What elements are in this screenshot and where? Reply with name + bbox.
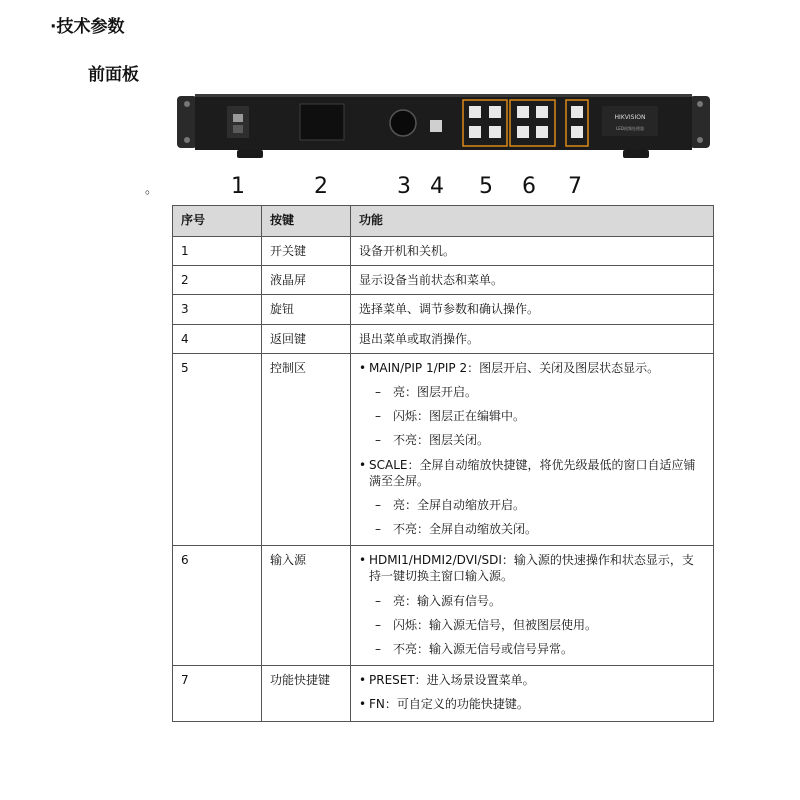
bullet-item: • PRESET：进入场景设置菜单。: [359, 672, 705, 688]
callout-4: 4: [430, 174, 444, 199]
header-key: 按键: [262, 206, 351, 237]
cell-function: 退出菜单或取消操作。: [351, 324, 714, 353]
dash-item: – 不亮：图层关闭。: [375, 433, 490, 448]
dash-item: – 闪烁：输入源无信号，但被图层使用。: [375, 617, 598, 632]
rotary-knob-icon: [390, 110, 416, 136]
cell-function: [351, 353, 714, 546]
bullet-item: • HDMI1/HDMI2/DVI/SDI：输入源的快速操作和状态显示，支持一键切换主窗口输入源。: [359, 552, 705, 584]
dash-item: – 不亮：输入源无信号或信号异常。: [375, 642, 574, 656]
cell-key: 液晶屏: [262, 266, 351, 295]
dash-item: – 亮：全屏自动缩放开启。: [375, 497, 526, 512]
table-row: [173, 353, 714, 546]
cell-function: 显示设备当前状态和菜单。: [351, 266, 714, 295]
cell-no: 6: [173, 546, 262, 666]
back-button-icon: [430, 120, 442, 132]
callout-6: 6: [522, 174, 536, 199]
dash-item: – 亮：图层开启。: [375, 384, 478, 399]
cell-function: [351, 666, 714, 721]
table-row: [173, 237, 714, 266]
cell-key: 输入源: [262, 546, 351, 666]
cell-function: [351, 546, 714, 666]
header-no: 序号: [173, 206, 262, 237]
table-row: [173, 295, 714, 324]
callout-5: 5: [479, 174, 493, 199]
cell-key: 开关键: [262, 237, 351, 266]
cell-no: 2: [173, 266, 262, 295]
brand-caption-text: LED视频处理器: [616, 126, 644, 131]
front-panel-image: [177, 92, 710, 160]
parameters-table: [172, 205, 714, 722]
dash-item: – 不亮：全屏自动缩放关闭。: [375, 522, 538, 537]
brand-logo-text: HIKVISION: [614, 114, 646, 121]
cell-no: 4: [173, 324, 262, 353]
dash-item-text: 亮：输入源有信号。: [393, 593, 502, 608]
section-title: ·技术参数: [50, 17, 125, 37]
dash-item-text: 闪烁：输入源无信号，但被图层使用。: [393, 617, 598, 632]
cell-key: 返回键: [262, 324, 351, 353]
dash-item-text: 不亮：全屏自动缩放关闭。: [393, 522, 538, 537]
brand-plate: [602, 106, 658, 136]
cell-no: 3: [173, 295, 262, 324]
header-function: 功能: [351, 206, 714, 237]
cell-no: 7: [173, 666, 262, 721]
dash-item-text: 闪烁：图层正在编辑中。: [393, 409, 526, 424]
lcd-screen-icon: [300, 104, 344, 140]
dash-item: – 亮：输入源有信号。: [375, 593, 502, 608]
callout-1: 1: [231, 174, 245, 199]
table-row: [173, 324, 714, 353]
cell-key: 功能快捷键: [262, 666, 351, 721]
table-row: [173, 666, 714, 721]
dash-item: – 闪烁：图层正在编辑中。: [375, 409, 526, 424]
foot-left: [237, 150, 263, 158]
table-header-row: [173, 206, 714, 237]
bullet-item: • MAIN/PIP 1/PIP 2：图层开启、关闭及图层状态显示。: [359, 360, 705, 376]
subsection-title: 前面板: [88, 65, 139, 85]
device-front-panel-svg: [177, 92, 710, 160]
cell-function: 设备开机和关机。: [351, 237, 714, 266]
dash-item-text: 不亮：输入源无信号或信号异常。: [393, 642, 574, 656]
cell-key: 控制区: [262, 353, 351, 546]
foot-right: [623, 150, 649, 158]
callout-3: 3: [397, 174, 411, 199]
callout-numbers: [0, 170, 800, 204]
callout-7: 7: [568, 174, 582, 199]
cell-function: 选择菜单、调节参数和确认操作。: [351, 295, 714, 324]
bullet-item: • FN：可自定义的功能快捷键。: [359, 696, 705, 712]
dash-item-text: 亮：全屏自动缩放开启。: [393, 497, 526, 512]
callout-2: 2: [314, 174, 328, 199]
cell-key: 旋钮: [262, 295, 351, 324]
table-row: [173, 546, 714, 666]
bullet-item: • SCALE：全屏自动缩放快捷键，将优先级最低的窗口自适应铺满至全屏。: [359, 457, 705, 489]
stray-mark: 。: [145, 182, 159, 197]
table-row: [173, 266, 714, 295]
dash-item-text: 亮：图层开启。: [393, 384, 478, 399]
cell-no: 5: [173, 353, 262, 546]
dash-item-text: 不亮：图层关闭。: [393, 433, 490, 448]
cell-no: 1: [173, 237, 262, 266]
